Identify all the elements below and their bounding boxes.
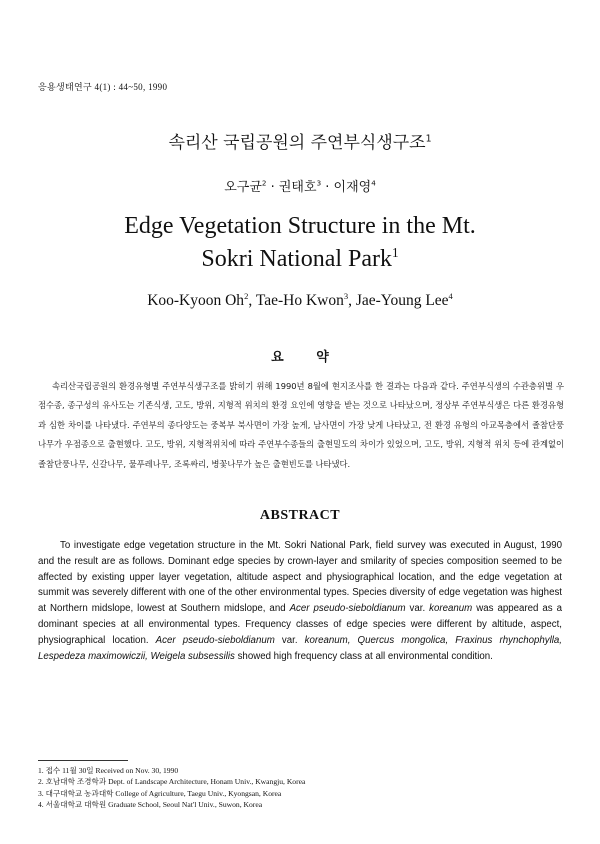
korean-author-name: 오구균 <box>224 180 262 195</box>
english-title <box>0 210 600 276</box>
english-title-footnote-mark: 1 <box>392 245 399 260</box>
author-separator: · <box>266 180 279 195</box>
species-name: koreanum, Quercus mongolica, Fraxinus rhynchophylla, Lespedeza maximowiczii, Weigela subsessilis <box>38 634 562 662</box>
footnote: 1. 접수 11월 30일 Received on Nov. 30, 1990 <box>38 766 179 775</box>
footnote: 2. 호남대학 조경학과 Dept. of Landscape Architecture, Honam Univ., Kwangju, Korea <box>38 777 306 787</box>
english-authors <box>0 292 600 310</box>
english-author-name: Jae-Young Lee <box>355 292 449 309</box>
abstract-sentence: was appeared as a dominant species at all environmental types. Frequency classes of edge species were different by altitude, aspect, physiographical location. <box>38 603 562 646</box>
english-title-line-1: Edge Vegetation Structure in the Mt. <box>124 213 476 239</box>
abstract-text <box>38 538 562 664</box>
english-author-name: Koo-Kyoon Oh <box>147 292 245 309</box>
english-author-mark: 2 <box>244 290 249 301</box>
korean-author-mark: 3 <box>316 178 322 188</box>
korean-author-name: 이재영 <box>333 180 372 195</box>
species-name: Acer pseudo-sieboldianum <box>155 634 275 646</box>
footnote-divider <box>38 760 128 761</box>
abstract-sentence: showed high frequency class at all environmental condition. <box>234 650 493 662</box>
korean-authors <box>0 176 600 195</box>
footnotes <box>38 765 305 811</box>
author-separator: , <box>348 292 356 309</box>
korean-title-text: 속리산 국립공원의 주연부식생구조 <box>168 133 426 153</box>
korean-author-mark: 2 <box>261 178 267 188</box>
korean-title <box>0 128 600 153</box>
english-title-line-2-text: Sokri National Park <box>201 246 393 272</box>
footnote: 4. 서울대학교 대학원 Graduate School, Seoul Nat'l Univ., Suwon, Korea <box>38 800 263 810</box>
journal-citation: 응용생태연구 4(1) : 44~50, 1990 <box>38 82 168 92</box>
korean-summary-text: 속리산국립공원의 환경유형별 주연부식생구조를 밝히기 위해 1990년 8월에 현지조사를 한 결과는 다음과 같다. 주연부식생의 수관층위별 우점수종, 종구성의 유사도는 기존식생, 고도, 방위, 지형적 위치의 환경 요인에 영향을 받는 것으로 나타났으며, 정상부 주연부식생은 다른 환경유형과 심한 차이를 나타냈다. 주연부의 종다양도는 중복부 북사면이 가장 높게, 남사면이 가장 낮게 나타났고, 전 환경 유형의 아교목층에서 졸참단풍나무가 우점종으로 출현했다. 고도, 방위, 지형적위치에 따라 주연부수종들의 출현밀도의 차이가 있었으며, 고도, 방위, 지형적 위치 등에 관계없이 졸참단풍나무, 신갈나무, 물푸레나무, 조록싸리, 병꽃나무가 높은 출현빈도를 나타냈다. <box>38 381 564 469</box>
species-name: koreanum <box>429 603 473 615</box>
footnote: 3. 대구대학교 농과대학 College of Agriculture, Taegu Univ., Kyongsan, Korea <box>38 788 282 798</box>
korean-summary-heading: 요 약 <box>271 350 329 365</box>
korean-title-footnote-mark: 1 <box>425 133 432 145</box>
abstract-sentence: var. <box>274 634 305 646</box>
english-author-name: Tae-Ho Kwon <box>255 292 344 309</box>
english-author-mark: 3 <box>343 290 349 301</box>
korean-author-mark: 4 <box>371 178 376 188</box>
korean-author-name: 권태호 <box>278 180 317 195</box>
abstract-heading: ABSTRACT <box>259 508 341 523</box>
english-author-mark: 4 <box>448 290 453 301</box>
english-title-line-2 <box>0 243 600 276</box>
abstract-sentence: var. <box>405 603 430 615</box>
author-separator: · <box>321 180 334 195</box>
species-name: Acer pseudo-sieboldianum <box>289 603 406 615</box>
author-separator: , <box>248 292 256 309</box>
abstract-sentence: To investigate edge vegetation structure in the Mt. Sokri National Park, field survey was executed in August, 1990 and the result are as follows. Dominant edge species by crown-layer and smilarity of species composition seemed to be affected by existing upper layer vegetation, altitude aspect and physiographical location, and the edge vegetation at summit was severely different with one of the other environmental types. Species diversity of edge vegetation was highest at Northern midslope, lowest at Southern midslope, and <box>38 540 562 615</box>
